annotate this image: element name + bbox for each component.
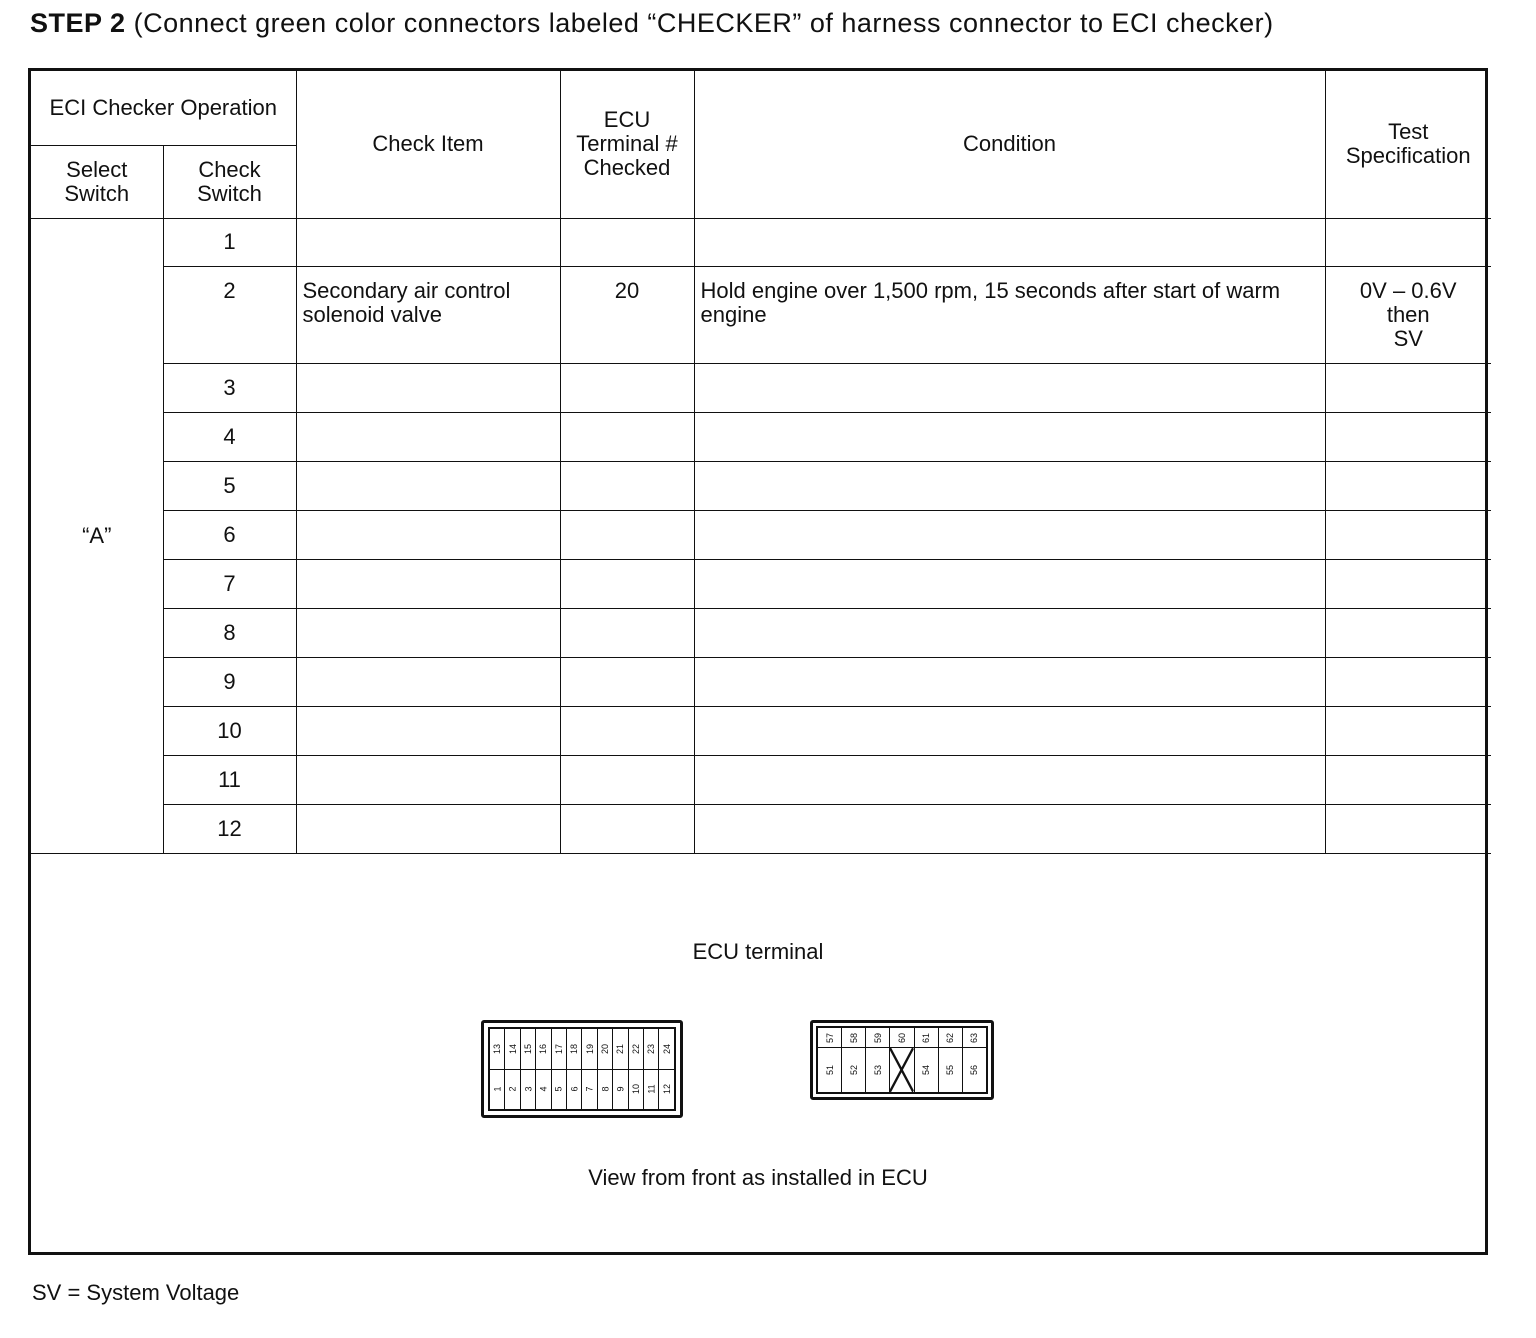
table-row — [31, 266, 1491, 363]
check-switch-number: 5 — [163, 461, 296, 510]
condition-cell — [694, 218, 1325, 266]
pin-label: 63 — [969, 1032, 980, 1043]
pin-label: 2 — [507, 1086, 518, 1092]
connector-pin — [520, 1069, 535, 1110]
pin-label: 4 — [538, 1086, 549, 1092]
connector-pin — [582, 1069, 597, 1110]
spec-line: 0V – 0.6V — [1359, 277, 1457, 303]
check-switch-number: 2 — [163, 266, 296, 363]
table-row — [31, 706, 1491, 755]
connector-pin — [938, 1048, 962, 1093]
check-item-cell: Secondary air control solenoid valve — [296, 266, 560, 363]
connector-pin — [866, 1028, 890, 1048]
terminal-cell — [560, 218, 694, 266]
connector-pin — [536, 1069, 551, 1110]
pin-label: 24 — [661, 1043, 672, 1054]
table-row — [31, 559, 1491, 608]
pin-label: 8 — [600, 1086, 611, 1092]
pin-label: 60 — [896, 1032, 907, 1043]
table-row — [31, 755, 1491, 804]
header-check-switch: Check Switch — [163, 145, 296, 218]
check-switch-number: 3 — [163, 363, 296, 412]
connector-left-grid — [489, 1028, 675, 1110]
connector-pin — [505, 1069, 520, 1110]
pin-label: 16 — [538, 1043, 549, 1054]
pin-label: 19 — [584, 1043, 595, 1054]
pin-label: 11 — [646, 1084, 657, 1094]
terminal-cell: 20 — [560, 266, 694, 363]
connector-pin — [567, 1029, 582, 1070]
check-switch-number: 9 — [163, 657, 296, 706]
pin-label: 61 — [921, 1032, 932, 1043]
connector-pin — [582, 1029, 597, 1070]
pin-label: 5 — [553, 1086, 564, 1092]
connector-blank-pin — [890, 1048, 914, 1093]
table-row — [31, 804, 1491, 853]
pin-label: 6 — [569, 1086, 580, 1092]
spec-line: then — [1386, 301, 1430, 327]
table-row — [31, 218, 1491, 266]
connector-right-grid — [817, 1027, 987, 1093]
connector-pin — [597, 1029, 612, 1070]
ecu-connector-left — [481, 1020, 683, 1118]
ecu-terminal-diagram — [31, 853, 1485, 1252]
pin-label: 13 — [492, 1043, 503, 1054]
connector-pin — [890, 1028, 914, 1048]
step-instructions: (Connect green color connectors labeled “CHECKER” of harness connector to ECI checker) — [133, 8, 1274, 38]
footnote: SV = System Voltage — [32, 1280, 240, 1305]
table-row — [31, 657, 1491, 706]
pin-label: 51 — [824, 1065, 835, 1076]
table-row — [31, 510, 1491, 559]
check-switch-number: 8 — [163, 608, 296, 657]
connector-pin — [551, 1069, 566, 1110]
check-switch-number: 7 — [163, 559, 296, 608]
step-label: STEP 2 — [30, 8, 126, 38]
pin-label: 54 — [921, 1065, 932, 1076]
connector-pin — [659, 1029, 675, 1070]
pin-label: 58 — [848, 1032, 859, 1043]
header-ecu-terminal: ECU Terminal # Checked — [560, 71, 694, 218]
connector-pin — [536, 1029, 551, 1070]
check-switch-number: 10 — [163, 706, 296, 755]
connector-pin — [644, 1029, 659, 1070]
pin-label: 14 — [507, 1043, 518, 1054]
connector-pin — [628, 1029, 643, 1070]
pin-label: 23 — [646, 1043, 657, 1054]
connector-pin — [914, 1028, 938, 1048]
pin-label: 21 — [615, 1043, 626, 1054]
header-condition: Condition — [694, 71, 1325, 218]
check-switch-number: 12 — [163, 804, 296, 853]
connector-pin — [659, 1069, 675, 1110]
connector-pin — [962, 1048, 986, 1093]
pin-label: 12 — [661, 1084, 672, 1095]
connector-pin — [505, 1029, 520, 1070]
connector-pin — [613, 1029, 628, 1070]
connector-pin — [914, 1048, 938, 1093]
pin-label: 62 — [945, 1032, 956, 1043]
connector-pin — [613, 1069, 628, 1110]
connector-pin — [520, 1029, 535, 1070]
pin-label: 9 — [615, 1086, 626, 1092]
pin-label: 22 — [630, 1043, 641, 1054]
table-row — [31, 412, 1491, 461]
connector-pin — [644, 1069, 659, 1110]
connector-pin — [842, 1048, 866, 1093]
eci-checker-table — [31, 71, 1491, 854]
page-title — [30, 8, 1274, 39]
spec-line: SV — [1393, 325, 1423, 351]
table-row — [31, 461, 1491, 510]
select-switch-a: “A” — [31, 218, 163, 853]
ecu-connector-right — [810, 1020, 994, 1100]
pin-label: 56 — [969, 1065, 980, 1076]
spec-cell — [1325, 266, 1491, 363]
ecu-terminal-label: ECU terminal — [692, 939, 824, 964]
view-from-front-label: View from front as installed in ECU — [588, 1165, 928, 1190]
connector-pin — [628, 1069, 643, 1110]
pin-label: 53 — [872, 1065, 883, 1076]
check-switch-number: 1 — [163, 218, 296, 266]
connector-pin — [842, 1028, 866, 1048]
spec-cell — [1325, 218, 1491, 266]
pin-label: 20 — [600, 1043, 611, 1054]
check-item-cell — [296, 218, 560, 266]
pin-label: 1 — [492, 1086, 503, 1092]
connector-pin — [866, 1048, 890, 1093]
check-switch-number: 4 — [163, 412, 296, 461]
connector-pin — [597, 1069, 612, 1110]
connector-pin — [962, 1028, 986, 1048]
pin-label: 57 — [824, 1032, 835, 1043]
pin-label: 3 — [523, 1086, 534, 1092]
pin-label: 55 — [945, 1065, 956, 1076]
connector-pin — [938, 1028, 962, 1048]
connector-pin — [818, 1048, 842, 1093]
connector-pin — [818, 1028, 842, 1048]
header-check-item: Check Item — [296, 71, 560, 218]
pin-label: 18 — [569, 1043, 580, 1054]
header-test-spec: Test Specification — [1325, 71, 1491, 218]
header-eci-operation: ECI Checker Operation — [31, 71, 296, 145]
connector-pin — [490, 1029, 505, 1070]
connector-pin — [567, 1069, 582, 1110]
header-select-switch: Select Switch — [31, 145, 163, 218]
pin-label: 17 — [553, 1043, 564, 1054]
connector-pin — [490, 1069, 505, 1110]
pin-label: 10 — [630, 1084, 641, 1095]
check-switch-number: 6 — [163, 510, 296, 559]
pin-label: 15 — [523, 1043, 534, 1054]
pin-label: 7 — [584, 1086, 595, 1092]
connector-pin — [551, 1029, 566, 1070]
table-row — [31, 363, 1491, 412]
pin-label: 59 — [872, 1032, 883, 1043]
checker-table-frame — [28, 68, 1488, 1255]
check-switch-number: 11 — [163, 755, 296, 804]
pin-label: 52 — [848, 1065, 859, 1076]
condition-cell: Hold engine over 1,500 rpm, 15 seconds after start of warm engine — [694, 266, 1325, 363]
table-row — [31, 608, 1491, 657]
